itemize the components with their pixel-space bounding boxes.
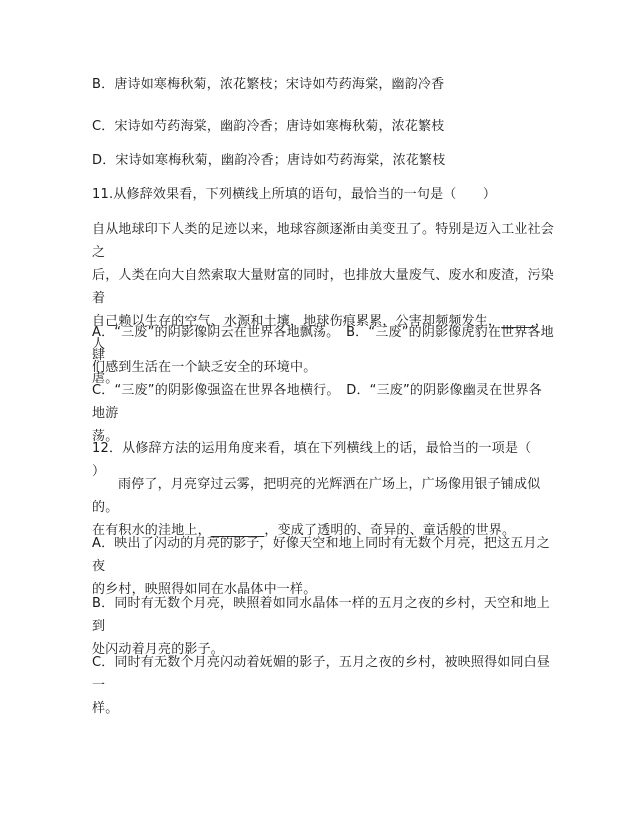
option-line: 样。 [92,701,119,716]
question-11-stem: 11.从修辞效果看，下列横线上所填的语句，最恰当的一句是（ ） [92,187,497,202]
passage-line: 后，人类在向大自然索取大量财富的同时，也排放大量废气、废水和废渣，污染着 [92,268,555,306]
option-line: A．映出了闪动的月亮的影子，好像天空和地上同时有无数个月亮，把这五月之夜 [92,536,550,574]
passage-line: 在有积水的洼地上，________，变成了透明的、奇异的、童话般的世界。 [92,523,516,538]
question-12-option-c [92,651,554,720]
option-line: 的乡村，映照得如同在水晶体中一样。 [92,582,317,597]
option-line: 虐。 [92,371,119,386]
passage-line: 雨停了，月亮穿过云雾，把明亮的光辉洒在广场上，广场像用银子铺成似的。 [92,477,541,515]
option-line: C．同时有无数个月亮闪动着妩媚的影子，五月之夜的乡村，被映照得如同白昼一 [92,655,551,693]
option-line: A．“三废”的阴影像阴云在世界各地飘荡。 B．“三废”的阴影像虎豹在世界各地肆 [92,325,554,363]
option-line: 荡。 [92,429,119,444]
option-line: C．“三废”的阴影像强盗在世界各地横行。 D．“三废”的阴影像幽灵在世界各地游 [92,383,542,421]
question-12-option-a [92,532,554,601]
option-b-prev: B．唐诗如寒梅秋菊，浓花繁枝；宋诗如芍药海棠，幽韵冷香 [92,77,445,92]
passage-line: 自己赖以生存的空气、水源和土壤，地球伤痕累累，公害却频频发生，_____，人 [92,314,548,352]
option-line: B．同时有无数个月亮，映照着如同水晶体一样的五月之夜的乡村，天空和地上到 [92,596,550,634]
passage-line: 们感到生活在一个缺乏安全的环境中。 [92,360,317,375]
option-line: 处闪动着月亮的影子。 [92,642,225,657]
option-d-prev: D．宋诗如寒梅秋菊，幽韵冷香；唐诗如芍药海棠，浓花繁枝 [92,153,446,168]
option-c-prev: C．宋诗如芍药海棠，幽韵冷香；唐诗如寒梅秋菊，浓花繁枝 [92,119,445,134]
question-12-stem: 12．从修辞方法的运用角度来看，填在下列横线上的话，最恰当的一项是（ ） [92,441,558,479]
passage-line: 自从地球印下人类的足迹以来，地球容颜逐渐由美变丑了。特别是迈入工业社会之 [92,222,555,260]
